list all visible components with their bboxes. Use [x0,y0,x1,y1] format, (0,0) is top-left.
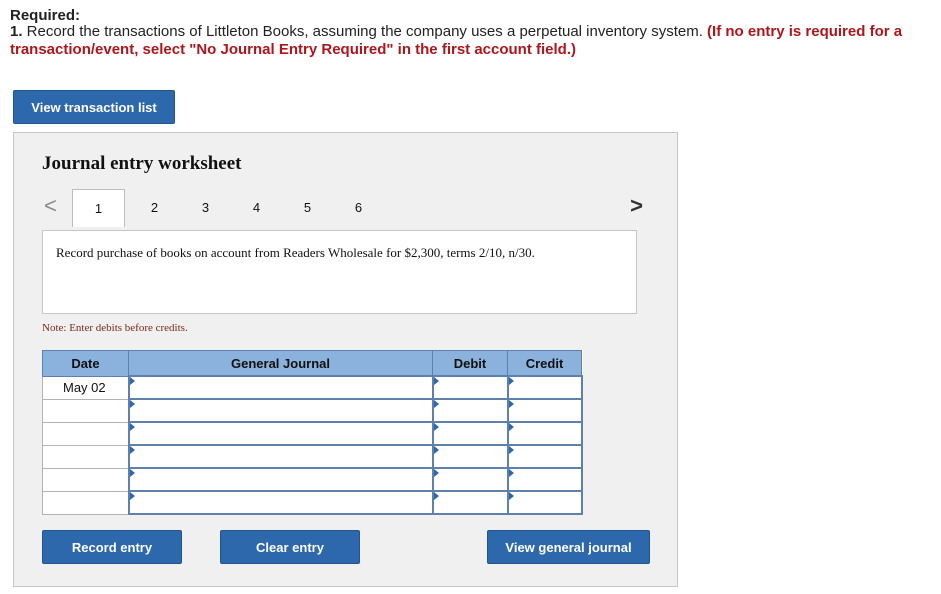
dropdown-flag-icon [509,469,514,477]
credit-input[interactable] [508,445,582,468]
tab-4[interactable]: 4 [252,199,261,215]
date-cell [43,445,129,468]
chevron-left-icon[interactable]: < [44,193,57,218]
table-row [43,468,582,491]
account-input[interactable] [129,422,433,445]
credit-input[interactable] [508,376,582,399]
dropdown-flag-icon [130,423,135,431]
date-cell [43,399,129,422]
tab-3[interactable]: 3 [201,199,210,215]
tab-6[interactable]: 6 [354,199,363,215]
tab-1[interactable]: 1 [72,189,125,227]
view-transaction-list-button[interactable]: View transaction list [13,90,175,124]
table-row [43,422,582,445]
tab-2[interactable]: 2 [150,199,159,215]
debit-input[interactable] [433,399,508,422]
dropdown-flag-icon [509,400,514,408]
debit-header: Debit [433,351,508,377]
date-cell [43,491,129,514]
dropdown-flag-icon [130,400,135,408]
general-journal-header: General Journal [129,351,433,377]
chevron-right-icon[interactable]: > [630,193,643,218]
dropdown-flag-icon [130,492,135,500]
dropdown-flag-icon [434,400,439,408]
table-row [43,376,582,399]
date-cell [43,422,129,445]
clear-entry-button[interactable]: Clear entry [220,530,360,564]
credit-input[interactable] [508,399,582,422]
instruction-text: Record the transactions of Littleton Books, assuming the company uses a perpetual inventory system. [22,23,708,40]
date-cell [43,468,129,491]
debit-input[interactable] [433,376,508,399]
transaction-description: Record purchase of books on account from Readers Wholesale for $2,300, terms 2/10, n/30. [56,245,535,260]
account-input[interactable] [129,468,433,491]
instructions [10,23,940,59]
credit-input[interactable] [508,491,582,514]
credit-header: Credit [508,351,582,377]
dropdown-flag-icon [509,446,514,454]
account-input[interactable] [129,491,433,514]
dropdown-flag-icon [509,492,514,500]
account-input[interactable] [129,399,433,422]
dropdown-flag-icon [434,377,439,385]
tabs-bar [42,189,643,225]
transaction-description-box [42,230,637,314]
journal-entry-worksheet [13,132,678,587]
debit-input[interactable] [433,445,508,468]
table-row [43,399,582,422]
debit-input[interactable] [433,468,508,491]
credit-input[interactable] [508,422,582,445]
dropdown-flag-icon [434,469,439,477]
credit-input[interactable] [508,468,582,491]
tab-5[interactable]: 5 [303,199,312,215]
dropdown-flag-icon [130,377,135,385]
journal-header-row [43,351,582,377]
debit-input[interactable] [433,491,508,514]
date-header: Date [43,351,129,377]
date-cell: May 02 [43,376,129,399]
item-number: 1. [10,23,23,40]
instruction-note: (If no entry is required for a transaction/event, select "No Journal Entry Required" in the first account field.) [10,23,903,58]
account-input[interactable] [129,376,433,399]
debit-credit-note: Note: Enter debits before credits. [42,322,188,334]
record-entry-button[interactable]: Record entry [42,530,182,564]
view-general-journal-button[interactable]: View general journal [487,530,650,564]
dropdown-flag-icon [130,446,135,454]
worksheet-title: Journal entry worksheet [42,153,242,174]
dropdown-flag-icon [434,492,439,500]
dropdown-flag-icon [434,446,439,454]
dropdown-flag-icon [434,423,439,431]
table-row [43,491,582,514]
table-row [43,445,582,468]
account-input[interactable] [129,445,433,468]
required-label: Required: [10,7,81,24]
dropdown-flag-icon [509,423,514,431]
journal-table [42,350,583,515]
dropdown-flag-icon [130,469,135,477]
debit-input[interactable] [433,422,508,445]
dropdown-flag-icon [509,377,514,385]
